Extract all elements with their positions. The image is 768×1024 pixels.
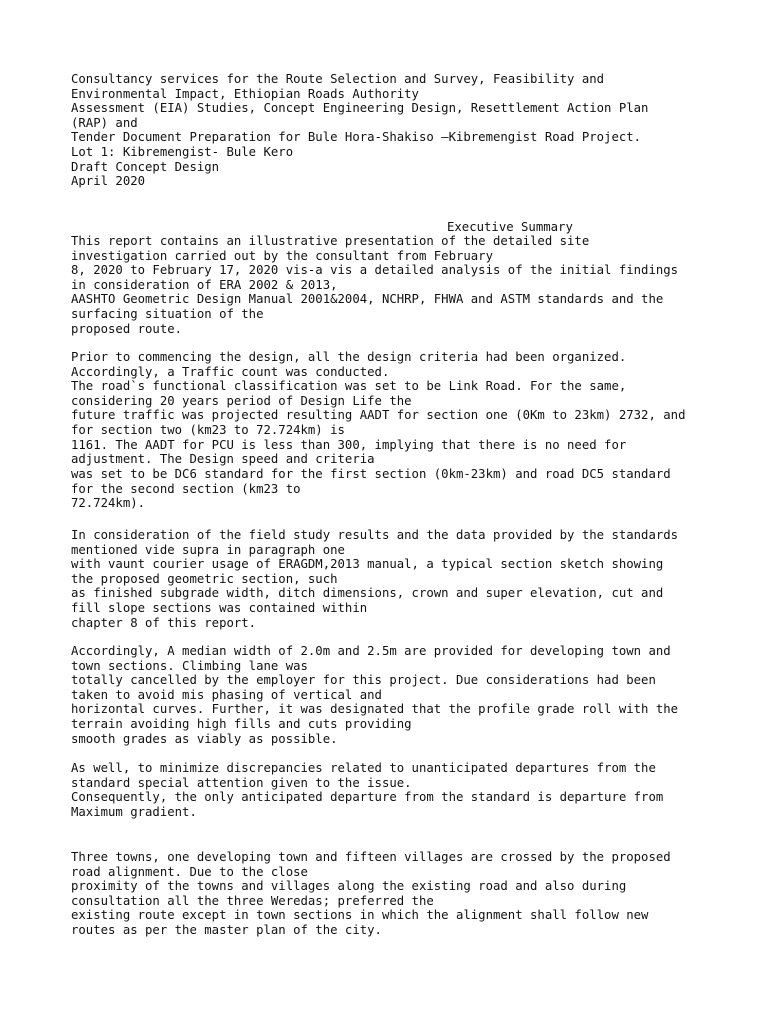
- paragraph-line: As well, to minimize discrepancies related to unanticipated departures from the: [71, 761, 656, 775]
- section-title: Executive Summary: [447, 220, 573, 234]
- paragraph-line: surfacing situation of the: [71, 307, 264, 322]
- paragraph-line: Prior to commencing the design, all the design criteria had been organized.: [71, 350, 627, 364]
- paragraph-line: mentioned vide supra in paragraph one: [71, 542, 345, 557]
- paragraph-line: Maximum gradient.: [71, 804, 197, 819]
- paragraph-line: 8, 2020 to February 17, 2020 vis-a vis a detailed analysis of the initial findings: [71, 263, 679, 278]
- paragraph-line: proximity of the towns and villages along the existing road and also during: [71, 879, 627, 894]
- paragraph-line: existing route except in town sections in which the alignment shall follow new: [71, 908, 649, 923]
- paragraph-line: with vaunt courier usage of ERAGDM,2013 manual, a typical section sketch showing: [71, 557, 664, 572]
- paragraph-line: town sections. Climbing lane was: [71, 658, 308, 673]
- header-line: Tender Document Preparation for Bule Hora-Shakiso –Kibremengist Road Project.: [71, 130, 642, 145]
- header-line: Lot 1: Kibremengist- Bule Kero: [71, 145, 294, 160]
- paragraph-line: for section two (km23 to 72.724km) is: [71, 423, 345, 438]
- paragraph-line: standard special attention given to the issue.: [71, 775, 412, 790]
- paragraph-line: The road`s functional classification was set to be Link Road. For the same,: [71, 379, 627, 394]
- paragraph-line: Accordingly, A median width of 2.0m and 2.5m are provided for developing town and: [71, 644, 671, 658]
- paragraph-line: 1161. The AADT for PCU is less than 300, implying that there is no need for: [71, 437, 627, 452]
- paragraph-line: horizontal curves. Further, it was designated that the profile grade roll with the: [71, 702, 679, 717]
- paragraph-line: In consideration of the field study results and the data provided by the standards: [71, 528, 679, 542]
- paragraph-line: the proposed geometric section, such: [71, 571, 338, 586]
- header-line: (RAP) and: [71, 115, 138, 130]
- paragraph-line: chapter 8 of this report.: [71, 615, 257, 630]
- paragraph-line: fill slope sections was contained within: [71, 601, 368, 616]
- paragraph-line: proposed route.: [71, 321, 183, 336]
- paragraph-line: Three towns, one developing town and fifteen villages are crossed by the proposed: [71, 850, 671, 864]
- paragraph-line: was set to be DC6 standard for the first section (0km-23km) and road DC5 standard: [71, 466, 671, 481]
- paragraph-line: for the second section (km23 to: [71, 481, 301, 496]
- paragraph-line: This report contains an illustrative presentation of the detailed site: [71, 234, 590, 248]
- paragraph-line: investigation carried out by the consultant from February: [71, 248, 493, 263]
- header-line: Consultancy services for the Route Selection and Survey, Feasibility and: [71, 72, 605, 86]
- paragraph-line: AASHTO Geometric Design Manual 2001&2004, NCHRP, FHWA and ASTM standards and the: [71, 292, 664, 307]
- paragraph-line: Accordingly, a Traffic count was conducted.: [71, 364, 390, 379]
- paragraph-line: in consideration of ERA 2002 & 2013,: [71, 277, 338, 292]
- header-line: April 2020: [71, 174, 146, 189]
- paragraph-line: adjustment. The Design speed and criteria: [71, 452, 375, 467]
- paragraph-line: taken to avoid mis phasing of vertical and: [71, 687, 382, 702]
- paragraph-line: considering 20 years period of Design Life the: [71, 393, 412, 408]
- paragraph-line: Consequently, the only anticipated departure from the standard is departure from: [71, 790, 664, 805]
- header-line: Draft Concept Design: [71, 159, 220, 174]
- header-line: Assessment (EIA) Studies, Concept Engineering Design, Resettlement Action Plan: [71, 101, 649, 116]
- paragraph-line: terrain avoiding high fills and cuts providing: [71, 717, 412, 732]
- paragraph-line: 72.724km).: [71, 496, 146, 511]
- paragraph-line: totally cancelled by the employer for this project. Due considerations had been: [71, 673, 656, 688]
- paragraph-line: consultation all the three Weredas; preferred the: [71, 893, 434, 908]
- paragraph-line: future traffic was projected resulting AADT for section one (0Km to 23km) 2732, and: [71, 408, 686, 423]
- paragraph-line: routes as per the master plan of the city.: [71, 923, 382, 938]
- paragraph-line: as finished subgrade width, ditch dimensions, crown and super elevation, cut and: [71, 586, 664, 601]
- paragraph-line: smooth grades as viably as possible.: [71, 731, 338, 746]
- paragraph-line: road alignment. Due to the close: [71, 864, 308, 879]
- header-line: Environmental Impact, Ethiopian Roads Authority: [71, 86, 419, 101]
